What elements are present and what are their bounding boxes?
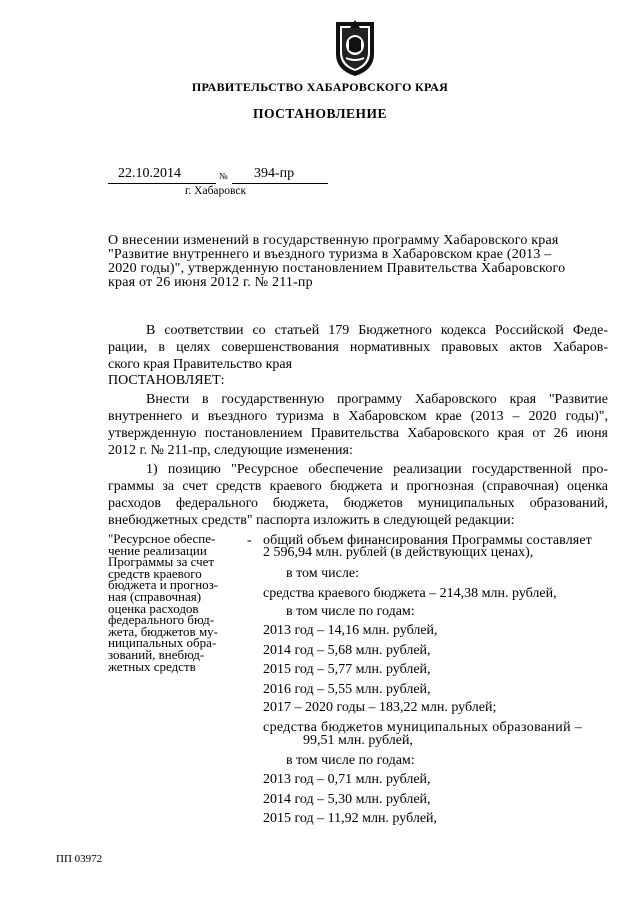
left-cell-line: средств краевого <box>108 565 202 581</box>
table-dash: - <box>247 533 252 548</box>
right-cell-line: в том числе: <box>286 566 359 581</box>
right-cell-line: 2014 год – 5,30 млн. рублей, <box>263 792 431 807</box>
left-cell-line: жета, бюджетов му- <box>108 623 219 639</box>
left-cell-line: бюджета и прогноз- <box>108 577 219 593</box>
right-cell-line: 2 596,94 млн. рублей (в действующих ценах), <box>263 545 534 560</box>
resolves-heading: ПОСТАНОВЛЯЕТ: <box>108 373 225 388</box>
left-cell-line: чение реализации <box>108 542 207 558</box>
left-cell-line: федерального бюд- <box>108 612 215 628</box>
right-cell-line: 2014 год – 5,68 млн. рублей, <box>263 643 431 658</box>
right-cell-line: 99,51 млн. рублей, <box>303 733 413 748</box>
preamble-line: ского края Правительство края <box>108 357 293 372</box>
left-cell-line: ниципальных обра- <box>108 635 217 651</box>
item-line: 1) позицию "Ресурсное обеспечение реализации государственной про- <box>146 462 608 477</box>
preamble-paragraph <box>108 322 608 373</box>
intro-line: Внести в государственную программу Хабаровского края "Развитие <box>146 392 608 407</box>
amendment-intro <box>108 391 608 459</box>
government-title: ПРАВИТЕЛЬСТВО ХАБАРОВСКОГО КРАЯ <box>191 80 449 94</box>
item-line: внебюджетных средств" паспорта изложить в следующей редакции: <box>108 513 515 528</box>
preamble-line: рации, в целях совершенствования нормативных правовых актов Хабаров- <box>108 340 608 355</box>
right-cell-line: общий объем финансирования Программы составляет <box>263 533 592 548</box>
coat-of-arms-icon <box>330 18 380 78</box>
document-type-title: ПОСТАНОВЛЕНИЕ <box>252 106 388 121</box>
document-date: 22.10.2014 <box>118 166 181 181</box>
number-underline <box>232 183 328 184</box>
intro-line: внутреннего и въездного туризма в Хабаровском крае (2013 – 2020 годы)", <box>108 409 608 424</box>
date-underline <box>108 183 216 184</box>
right-cell-line: в том числе по годам: <box>286 604 415 619</box>
left-cell-line: ная (справочная) <box>108 588 202 604</box>
intro-line: 2012 г. № 211-пр, следующие изменения: <box>108 443 353 458</box>
document-number: 394-пр <box>254 166 295 181</box>
item-line: расходов федерального бюджета, бюджетов муниципальных образований, <box>108 496 608 511</box>
preamble-line: В соответствии со статьей 179 Бюджетного кодекса Российской Феде- <box>146 323 608 338</box>
left-cell-line: жетных средств <box>108 658 196 674</box>
left-cell-line: "Ресурсное обеспе- <box>108 531 216 546</box>
intro-line: утвержденную постановлением Правительства Хабаровского края от 26 июня <box>108 426 608 441</box>
table-left-column <box>108 533 243 672</box>
right-cell-line: 2015 год – 5,77 млн. рублей, <box>263 662 431 677</box>
left-cell-line: зований, внебюд- <box>108 646 205 662</box>
subject-line: края от 26 июня 2012 г. № 211-пр <box>108 275 313 290</box>
subject-line: О внесении изменений в государственную программу Хабаровского края <box>108 233 559 248</box>
city-label: г. Хабаровск <box>185 185 247 197</box>
item-1-paragraph <box>108 461 608 529</box>
item-line: граммы за счет средств краевого бюджета и прогнозная (справочная) оценка <box>108 479 608 494</box>
right-cell-line: 2013 год – 14,16 млн. рублей, <box>263 623 438 638</box>
right-cell-line: 2015 год – 11,92 млн. рублей, <box>263 811 438 826</box>
number-mark: № <box>219 171 228 181</box>
right-cell-line: 2013 год – 0,71 млн. рублей, <box>263 772 431 787</box>
left-cell-line: оценка расходов <box>108 600 199 616</box>
right-cell-line: 2016 год – 5,55 млн. рублей, <box>263 682 431 697</box>
subject-line: "Развитие внутреннего и въездного туризма в Хабаровском крае (2013 – <box>108 247 552 262</box>
left-cell-line: Программы за счет <box>108 554 215 570</box>
right-cell-line: средства бюджетов муниципальных образований – <box>263 720 583 735</box>
right-cell-line: в том числе по годам: <box>286 753 415 768</box>
right-cell-line: средства краевого бюджета – 214,38 млн. рублей, <box>263 586 557 601</box>
subject-line: 2020 годы)", утвержденную постановлением Правительства Хабаровского <box>108 261 566 276</box>
right-cell-line: 2017 – 2020 годы – 183,22 млн. рублей; <box>263 700 497 715</box>
document-code: ПП 03972 <box>56 853 103 865</box>
document-subject <box>108 234 610 290</box>
